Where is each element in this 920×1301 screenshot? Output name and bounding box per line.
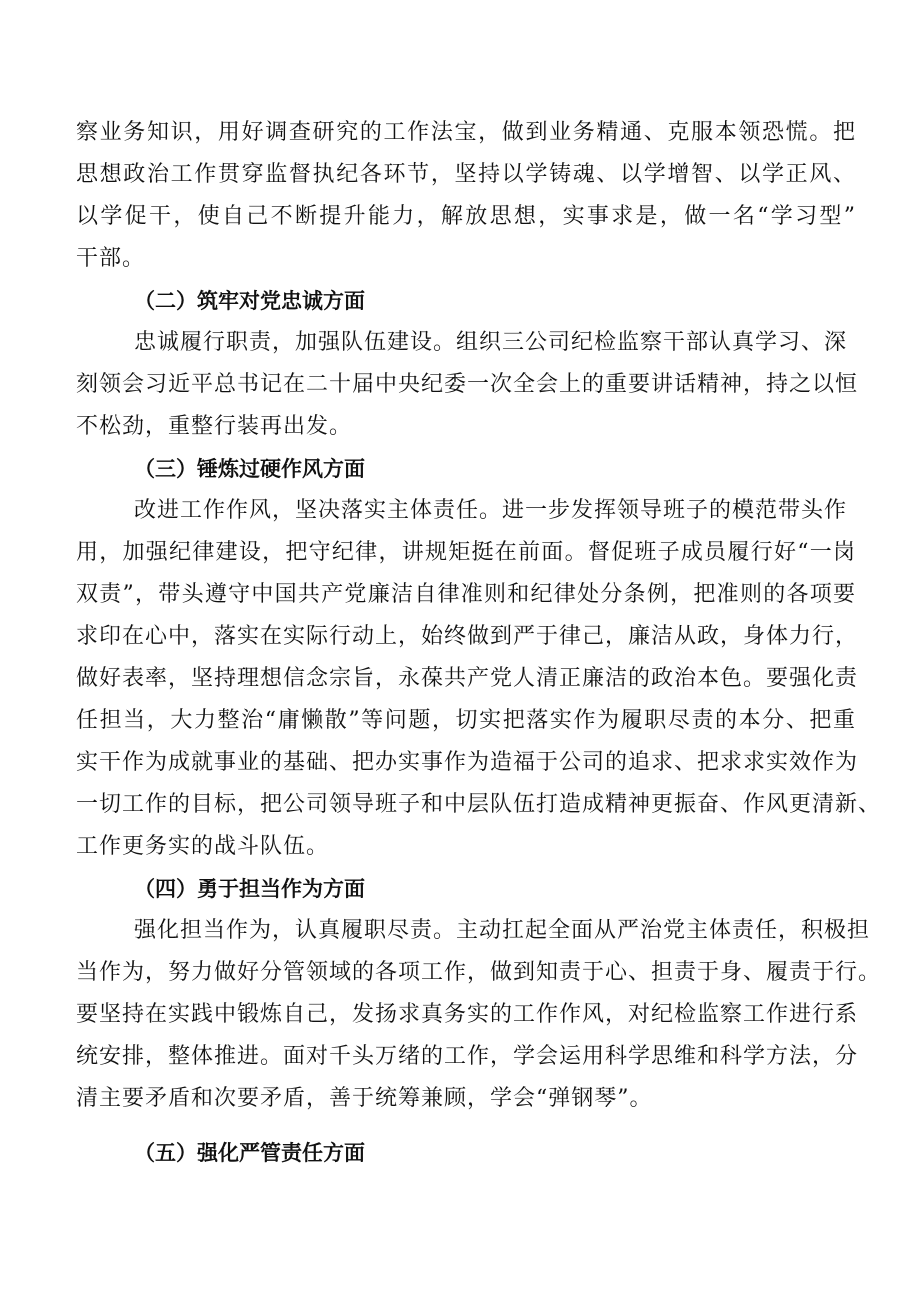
paragraph-line: 以学促干，使自己不断提升能力，解放思想，实事求是，做一名“学习型” (76, 204, 856, 229)
spacer (76, 1120, 856, 1132)
paragraph-line: 要坚持在实践中锻炼自己，发扬求真务实的工作作风，对纪检监察工作进行系 (76, 1002, 859, 1027)
paragraph-line: 干部。 (76, 246, 146, 271)
section-heading-2: （二）筑牢对党忠诚方面 (134, 289, 365, 313)
paragraph-line: 做好表率，坚持理想信念宗旨，永葆共产党人清正廉洁的政治本色。要强化责 (76, 666, 859, 691)
paragraph-line: 不松劲，重整行装再出发。 (76, 414, 353, 439)
paragraph-line: 改进工作作风，坚决落实主体责任。进一步发挥领导班子的模范带头作 (134, 498, 848, 523)
paragraph-line: 当作为，努力做好分管领域的各项工作，做到知责于心、担责于身、履责于行。 (76, 960, 882, 985)
paragraph-line: 一切工作的目标，把公司领导班子和中层队伍打造成精神更振奋、作风更清新、 (76, 792, 882, 817)
paragraph-line: 工作更务实的战斗队伍。 (76, 834, 330, 859)
paragraph-line: 实干作为成就事业的基础、把办实事作为造福于公司的追求、把求求实效作为 (76, 750, 859, 775)
paragraph-line: 强化担当作为，认真履职尽责。主动扛起全面从严治党主体责任，积极担 (134, 918, 871, 943)
paragraph-line: 求印在心中，落实在实际行动上，始终做到严于律己，廉洁从政，身体力行， (76, 624, 859, 649)
paragraph-line: 双责”，带头遵守中国共产党廉洁自律准则和纪律处分条例，把准则的各项要 (76, 582, 856, 607)
paragraph-line: 察业务知识，用好调查研究的工作法宝，做到业务精通、克服本领恐慌。把 (76, 120, 856, 145)
paragraph-line: 用，加强纪律建设，把守纪律，讲规矩挺在前面。督促班子成员履行好“一岗 (76, 540, 856, 565)
paragraph-line: 思想政治工作贯穿监督执纪各环节，坚持以学铸魂、以学增智、以学正风、 (76, 162, 856, 187)
paragraph-line: 清主要矛盾和次要矛盾，善于统筹兼顾，学会“弹钢琴”。 (76, 1086, 653, 1111)
paragraph-line: 忠诚履行职责，加强队伍建设。组织三公司纪检监察干部认真学习、深 (134, 330, 848, 355)
paragraph-line: 统安排，整体推进。面对千头万绪的工作，学会运用科学思维和科学方法，分 (76, 1044, 859, 1069)
section-heading-5: （五）强化严管责任方面 (134, 1141, 365, 1165)
paragraph-line: 刻领会习近平总书记在二十届中央纪委一次全会上的重要讲话精神，持之以恒 (76, 372, 859, 397)
paragraph-line: 任担当，大力整治“庸懒散”等问题，切实把落实作为履职尽责的本分、把重 (76, 708, 856, 733)
section-heading-3: （三）锤炼过硬作风方面 (134, 457, 365, 481)
section-heading-4: （四）勇于担当作为方面 (134, 877, 365, 901)
document-body (76, 112, 882, 1174)
